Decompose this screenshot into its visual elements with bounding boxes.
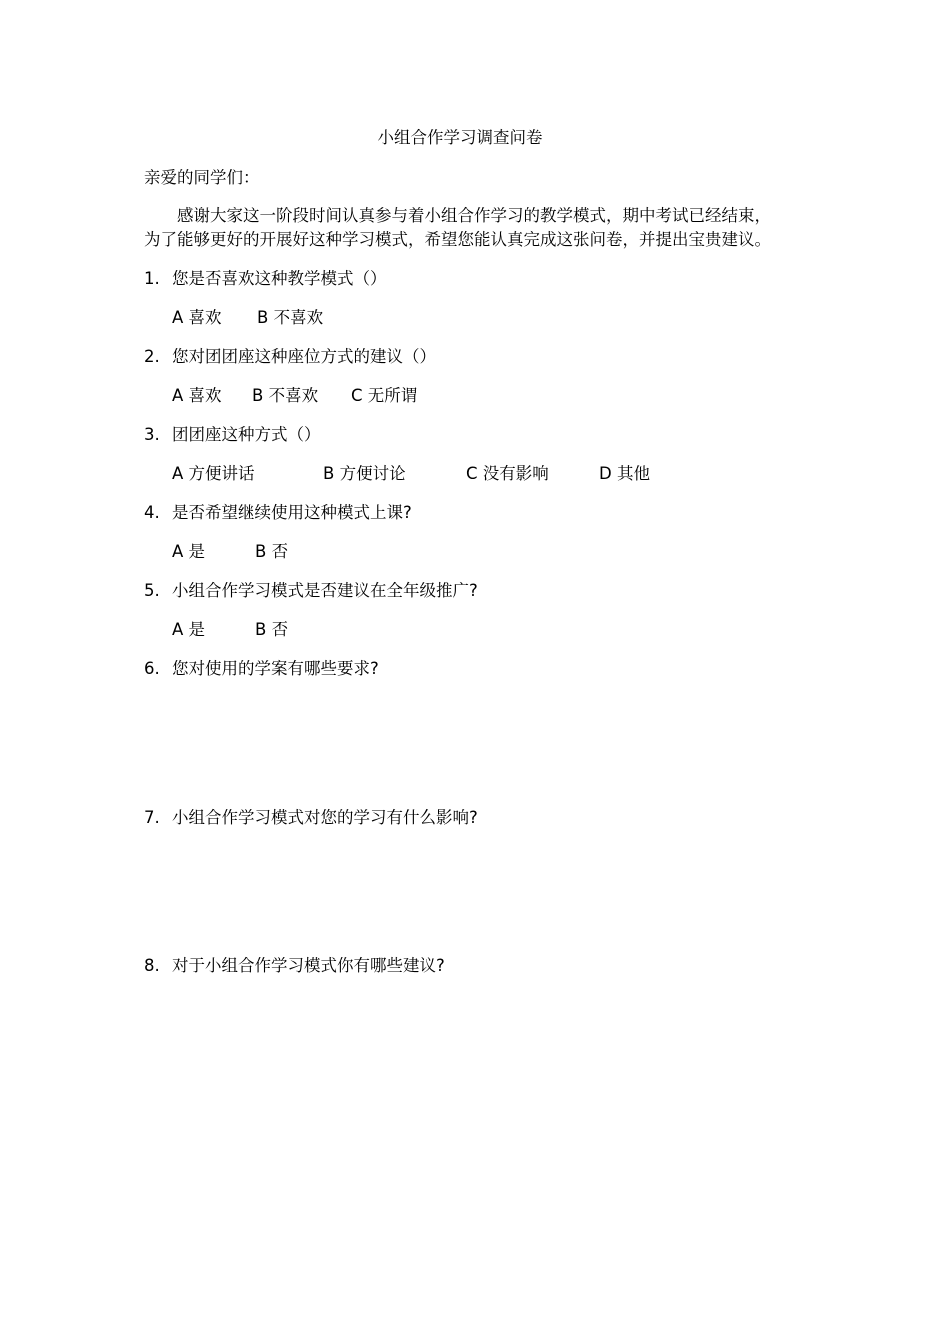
question-number: 6. [144,659,160,678]
option-b: B 不喜欢 [257,308,324,327]
document-title: 小组合作学习调查问卷 [377,128,543,147]
question-8 [144,954,445,978]
greeting: 亲爱的同学们： [144,168,260,187]
question-text: 对于小组合作学习模式你有哪些建议? [172,956,445,975]
intro-line-1: 感谢大家这一阶段时间认真参与着小组合作学习的教学模式，期中考试已经结束， [177,206,771,225]
question-number: 2. [144,347,160,366]
option-a: A 喜欢 [172,308,222,327]
question-text: 小组合作学习模式对您的学习有什么影响? [172,808,478,827]
question-5 [144,579,478,603]
question-6 [144,657,379,681]
intro-line-2: 为了能够更好的开展好这种学习模式，希望您能认真完成这张问卷，并提出宝贵建议。 [144,230,771,249]
option-a: A 喜欢 [172,386,222,405]
question-number: 4. [144,503,160,522]
question-number: 3. [144,425,160,444]
question-number: 5. [144,581,160,600]
question-1 [144,267,387,291]
option-b: B 否 [255,542,289,561]
option-a: A 方便讲话 [172,464,255,483]
option-b: B 方便讨论 [323,464,406,483]
question-text: 是否希望继续使用这种模式上课? [172,503,412,522]
option-c: C 没有影响 [466,464,549,483]
question-4 [144,501,412,525]
option-d: D 其他 [599,464,650,483]
question-number: 8. [144,956,160,975]
question-7 [144,806,478,830]
question-number: 1. [144,269,160,288]
option-a: A 是 [172,620,206,639]
option-b: B 否 [255,620,289,639]
question-3 [144,423,321,447]
option-c: C 无所谓 [351,386,418,405]
question-text: 小组合作学习模式是否建议在全年级推广? [172,581,478,600]
option-b: B 不喜欢 [252,386,319,405]
question-number: 7. [144,808,160,827]
question-text: 团团座这种方式（） [172,425,321,444]
option-a: A 是 [172,542,206,561]
question-text: 您对团团座这种座位方式的建议（） [172,347,436,366]
intro-paragraph [144,204,808,252]
question-text: 您对使用的学案有哪些要求? [172,659,379,678]
question-text: 您是否喜欢这种教学模式（） [172,269,387,288]
question-2 [144,345,436,369]
